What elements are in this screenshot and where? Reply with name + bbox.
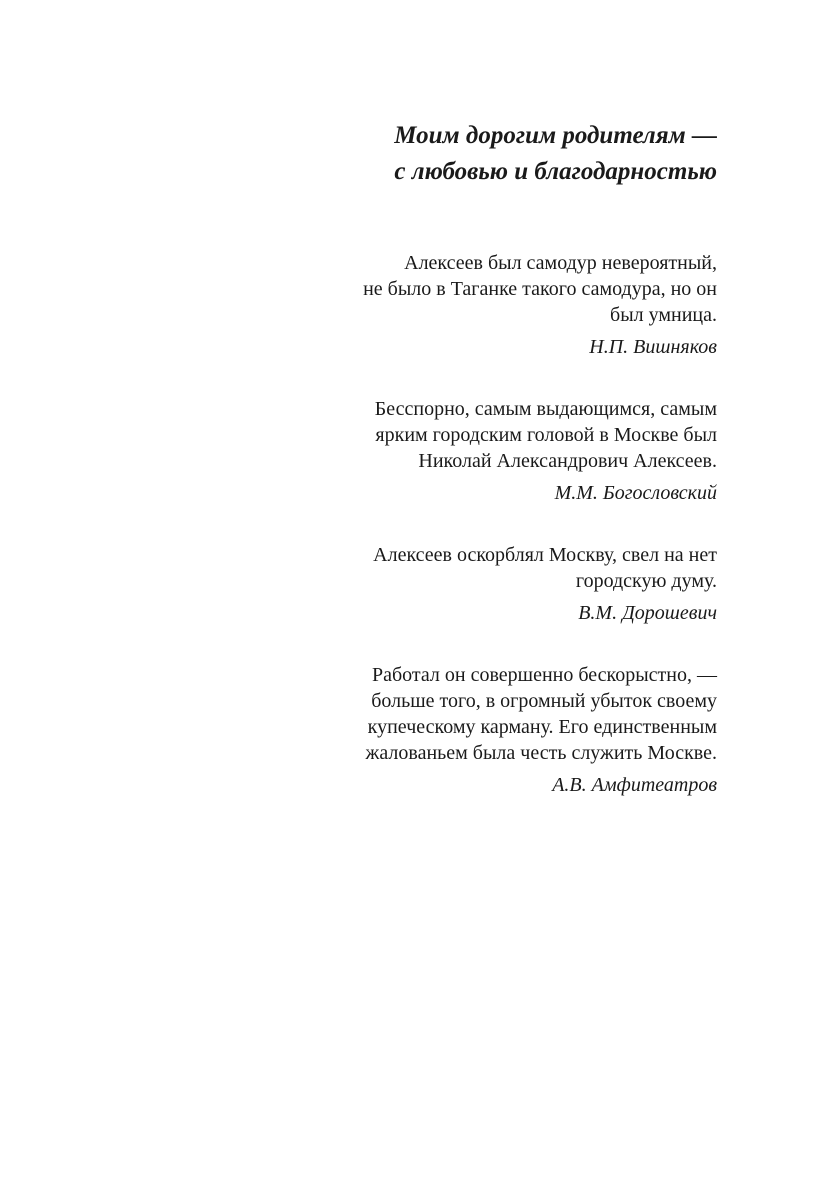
- epigraph-line: городскую думу.: [575, 570, 717, 592]
- epigraph-line: ярким городским головой в Москве был: [375, 424, 717, 446]
- dedication: [297, 118, 717, 190]
- epigraph-line: Николай Александрович Алексеев.: [418, 450, 717, 472]
- epigraph-column: [297, 118, 717, 834]
- epigraph-line: не было в Таганке такого самодура, но он: [363, 278, 717, 300]
- epigraph-text: [297, 542, 717, 594]
- epigraph-text: [297, 662, 717, 766]
- epigraph-amfiteatrov: [297, 662, 717, 798]
- epigraph-bogoslovsky: [297, 396, 717, 506]
- epigraph-line: жалованьем была честь служить Москве.: [365, 742, 717, 764]
- epigraph-author: М.М. Богословский: [554, 482, 717, 504]
- epigraph-vishnyakov: [297, 250, 717, 360]
- epigraph-line: Алексеев был самодур невероятный,: [404, 252, 717, 274]
- epigraph-author: А.В. Амфитеатров: [552, 774, 717, 796]
- epigraph-line: больше того, в огромный убыток своему: [371, 690, 717, 712]
- epigraph-author: В.М. Дорошевич: [578, 602, 717, 624]
- epigraph-doroshevich: [297, 542, 717, 626]
- dedication-line: Моим дорогим родителям —: [394, 122, 717, 149]
- dedication-line: с любовью и благодарностью: [394, 158, 717, 185]
- epigraph-author: Н.П. Вишняков: [589, 336, 717, 358]
- epigraph-line: был умница.: [610, 304, 717, 326]
- epigraph-text: [297, 250, 717, 328]
- epigraph-line: Алексеев оскорблял Москву, свел на нет: [373, 544, 717, 566]
- epigraph-text: [297, 396, 717, 474]
- epigraph-line: Работал он совершенно бескорыстно, —: [371, 664, 717, 686]
- epigraph-line: Бесспорно, самым выдающимся, самым: [374, 398, 717, 420]
- epigraph-line: купеческому карману. Его единственным: [367, 716, 717, 738]
